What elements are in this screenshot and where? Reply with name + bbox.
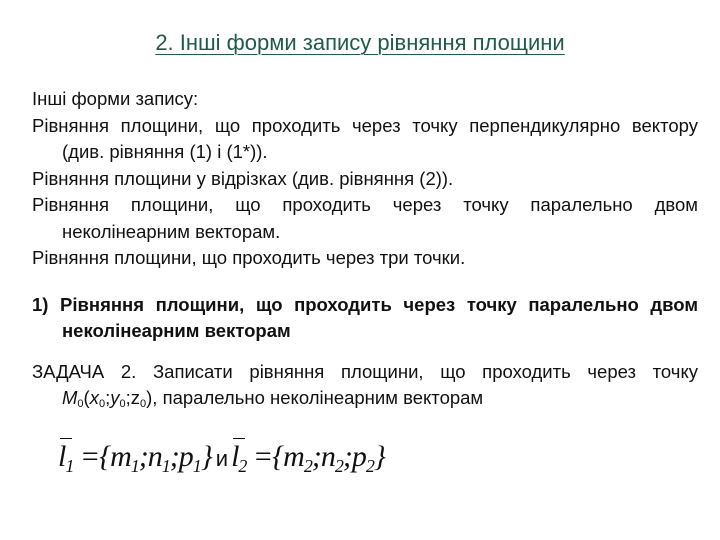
page-title: 2. Інші форми запису рівняння площини	[155, 30, 565, 55]
coord-z-subscript: 0	[140, 398, 147, 410]
vector-l1: l	[58, 440, 66, 473]
list-item: Рівняння площини у відрізках (див. рівняння (2)).	[32, 167, 454, 189]
intro-line: Інші форми запису:	[32, 88, 199, 109]
coord-y-subscript: 0	[119, 398, 126, 410]
separator: ;	[105, 387, 111, 408]
semicolon: ;	[342, 440, 352, 473]
coef-m: m	[110, 440, 131, 473]
coef-p-index: 2	[365, 456, 374, 476]
task-suffix: , паралельно неколінеарним векторам	[152, 387, 484, 408]
semicolon: ;	[311, 440, 321, 473]
point-symbol: M	[62, 387, 78, 408]
coef-p: p	[178, 440, 193, 473]
semicolon: ;	[138, 440, 148, 473]
coord-y: y	[110, 387, 120, 408]
vector-l1-index: 1	[65, 456, 74, 476]
coef-m-index: 1	[130, 456, 139, 476]
vector-l2: l	[231, 440, 239, 473]
coef-n-index: 1	[161, 456, 170, 476]
coef-m: m	[283, 440, 304, 473]
open-paren: (	[83, 387, 90, 408]
point-subscript: 0	[77, 398, 84, 410]
task-statement	[32, 359, 698, 412]
coef-n: n	[147, 440, 162, 473]
close-brace: }	[373, 440, 385, 473]
coef-n: n	[320, 440, 335, 473]
coef-p-index: 1	[192, 456, 201, 476]
equals-brace: ={	[246, 440, 284, 473]
close-paren: )	[146, 387, 153, 408]
coef-p: p	[351, 440, 366, 473]
content-body	[32, 86, 698, 412]
section-heading: 1) Рівняння площини, що проходить через точку паралельно двом неколінеарним векторам	[32, 293, 698, 341]
vector-l2-index: 2	[238, 456, 247, 476]
semicolon: ;	[169, 440, 179, 473]
close-brace: }	[200, 440, 212, 473]
list-item: Рівняння площини, що проходить через точку перпендикулярно вектору (див. рівняння (1) і (1*)).	[32, 114, 698, 162]
coord-x-subscript: 0	[98, 398, 106, 410]
conjunction: и	[215, 446, 228, 471]
coef-m-index: 2	[303, 456, 312, 476]
list-item: Рівняння площини, що проходить через точку паралельно двом неколінеарним векторам.	[32, 194, 698, 242]
list-item: Рівняння площини, що проходить через три точки.	[32, 247, 466, 268]
coord-z: ;z	[125, 387, 140, 408]
task-prefix: ЗАДАЧА 2. Записати рівняння площини, що проходить через точку	[32, 360, 698, 382]
equals-brace: ={	[73, 440, 111, 473]
coef-n-index: 2	[334, 456, 343, 476]
vectors-formula	[58, 440, 385, 480]
coord-x: x	[89, 387, 99, 408]
